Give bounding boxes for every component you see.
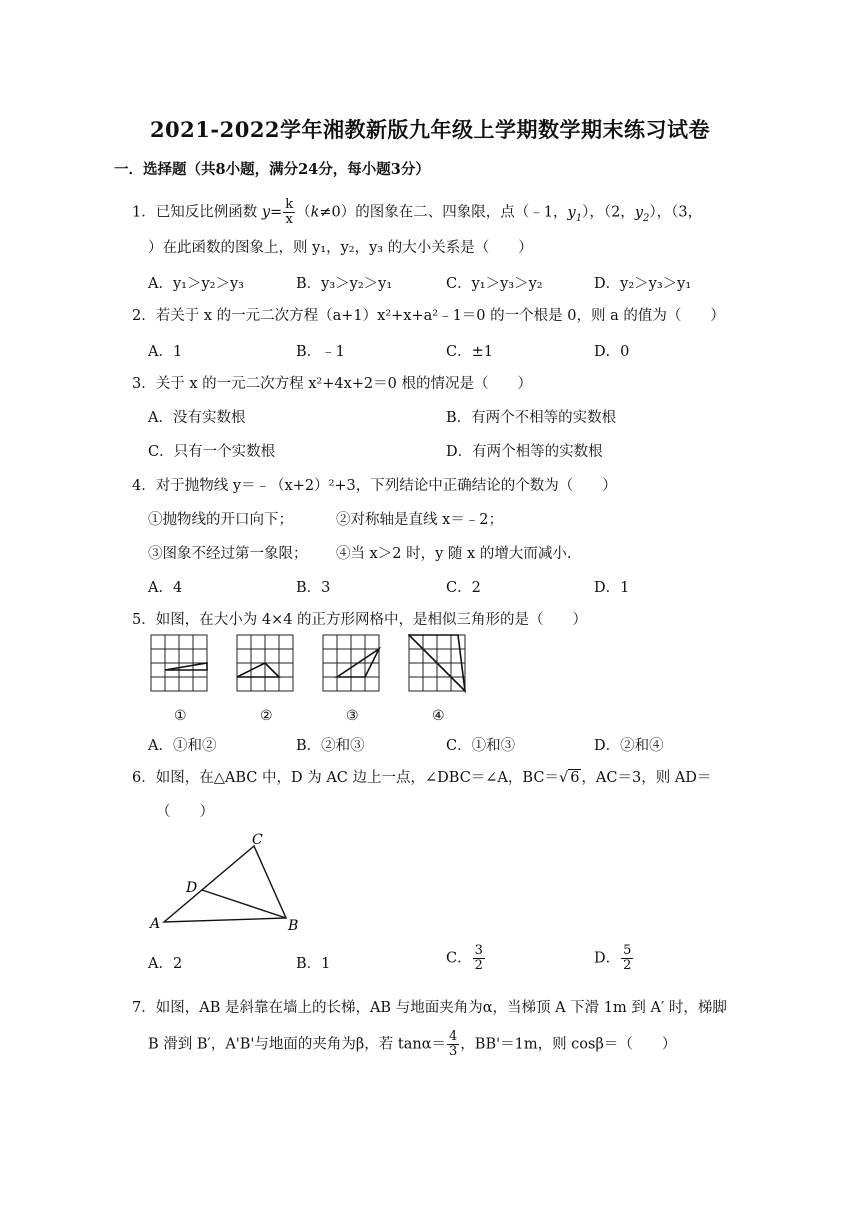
q3-option-c[interactable]: C．只有一个实数根	[148, 444, 276, 460]
question-1-line-1: 1．已知反比例函数 y= $\frac{k}{x}$ （k≠0）的图象在二、四象限，点（﹣1，$y_1$），（2，$y_2$），（3，	[132, 197, 703, 227]
q1-option-b[interactable]: B．y₃＞y₂＞y₁	[296, 276, 393, 292]
q3-option-d[interactable]: D．有两个相等的实数根	[446, 444, 603, 460]
grid-figure-2	[236, 634, 296, 694]
q2-option-b[interactable]: B．﹣1	[296, 344, 345, 360]
q4-option-c[interactable]: C．2	[446, 580, 481, 596]
q4-statement-4: ④当 x＞2 时，y 随 x 的增大而减小.	[336, 546, 572, 562]
question-6-line-1: 6．如图，在△ABC 中，D 为 AC 边上一点，∠DBC＝∠A，BC＝√ 6 ，AC＝3，则 AD＝	[132, 770, 712, 786]
triangle-1	[165, 663, 207, 670]
question-6-line-2: （ ）	[156, 804, 214, 820]
label-a: A	[150, 916, 161, 932]
grid-label-1: ①	[174, 708, 187, 724]
fraction-k-over-x: $\frac{k}{x}$	[285, 197, 294, 227]
question-3-text: 3．关于 x 的一元二次方程 x²+4x+2＝0 根的情况是（ ）	[132, 376, 532, 392]
q2-option-d[interactable]: D．0	[594, 344, 630, 360]
fraction-4-over-3: $\frac{4}{3}$	[449, 1029, 458, 1059]
grid-figure-1	[150, 634, 210, 694]
q4-option-d[interactable]: D．1	[594, 580, 630, 596]
q6-option-a[interactable]: A．2	[148, 956, 183, 972]
q6-option-c[interactable]: C． $\frac{3}{2}$	[446, 943, 483, 973]
q6-option-b[interactable]: B．1	[296, 956, 331, 972]
q4-statement-1: ①抛物线的开口向下；	[148, 512, 293, 528]
q5-option-b[interactable]: B．②和③	[296, 738, 365, 754]
q3-option-a[interactable]: A．没有实数根	[148, 410, 246, 426]
segment-db	[202, 890, 286, 918]
label-d: D	[186, 880, 198, 896]
grid-label-2: ②	[260, 708, 273, 724]
grid-figure-4	[408, 634, 468, 694]
sqrt-6: √ 6	[558, 770, 580, 786]
question-5-text: 5．如图，在大小为 4×4 的正方形网格中，是相似三角形的是（ ）	[132, 612, 588, 628]
question-7-line-2: B 滑到 B′，A'B'与地面的夹角为β，若 tanα＝ $\frac{4}{3}$ ，BB'＝1m，则 cosβ＝（ ）	[148, 1029, 677, 1059]
question-7-line-1: 7．如图，AB 是斜靠在墙上的长梯，AB 与地面夹角为α，当梯顶 A 下滑 1m 到 A′ 时，梯脚	[132, 1000, 727, 1016]
q4-statement-2: ②对称轴是直线 x＝﹣2；	[336, 512, 504, 528]
label-c: C	[252, 832, 263, 848]
label-b: B	[288, 918, 299, 934]
grid-figure-3	[322, 634, 382, 694]
q5-option-a[interactable]: A．①和②	[148, 738, 217, 754]
page-title: 2021-2022学年湘教新版九年级上学期数学期末练习试卷	[149, 117, 711, 142]
question-1-line-2: ）在此函数的图象上，则 y₁，y₂，y₃ 的大小关系是（ ）	[148, 240, 533, 256]
grid-label-3: ③	[346, 708, 359, 724]
triangle-abc	[164, 846, 286, 922]
q2-option-a[interactable]: A．1	[148, 344, 183, 360]
triangle-2	[237, 663, 279, 677]
triangle-abc-figure	[148, 830, 308, 936]
q6-option-d[interactable]: D． $\frac{5}{2}$	[594, 943, 632, 973]
q4-option-a[interactable]: A．4	[148, 580, 183, 596]
q4-statement-3: ③图象不经过第一象限；	[148, 546, 308, 562]
q2-option-c[interactable]: C．±1	[446, 344, 493, 360]
q5-option-d[interactable]: D．②和④	[594, 738, 664, 754]
question-2-text: 2．若关于 x 的一元二次方程（a+1）x²+x+a²﹣1＝0 的一个根是 0，则 a 的值为（ ）	[132, 308, 725, 324]
q5-option-c[interactable]: C．①和③	[446, 738, 516, 754]
q1-option-c[interactable]: C．y₁＞y₃＞y₂	[446, 276, 543, 292]
grid-label-4: ④	[432, 708, 445, 724]
q4-option-b[interactable]: B．3	[296, 580, 331, 596]
q1-option-d[interactable]: D．y₂＞y₃＞y₁	[594, 276, 692, 292]
question-4-text: 4．对于抛物线 y＝﹣（x+2）²+3，下列结论中正确结论的个数为（ ）	[132, 478, 617, 494]
section-heading: 一．选择题（共8小题，满分24分，每小题3分）	[114, 161, 430, 178]
q1-option-a[interactable]: A．y₁＞y₂＞y₃	[148, 276, 244, 292]
q3-option-b[interactable]: B．有两个不相等的实数根	[446, 410, 617, 426]
